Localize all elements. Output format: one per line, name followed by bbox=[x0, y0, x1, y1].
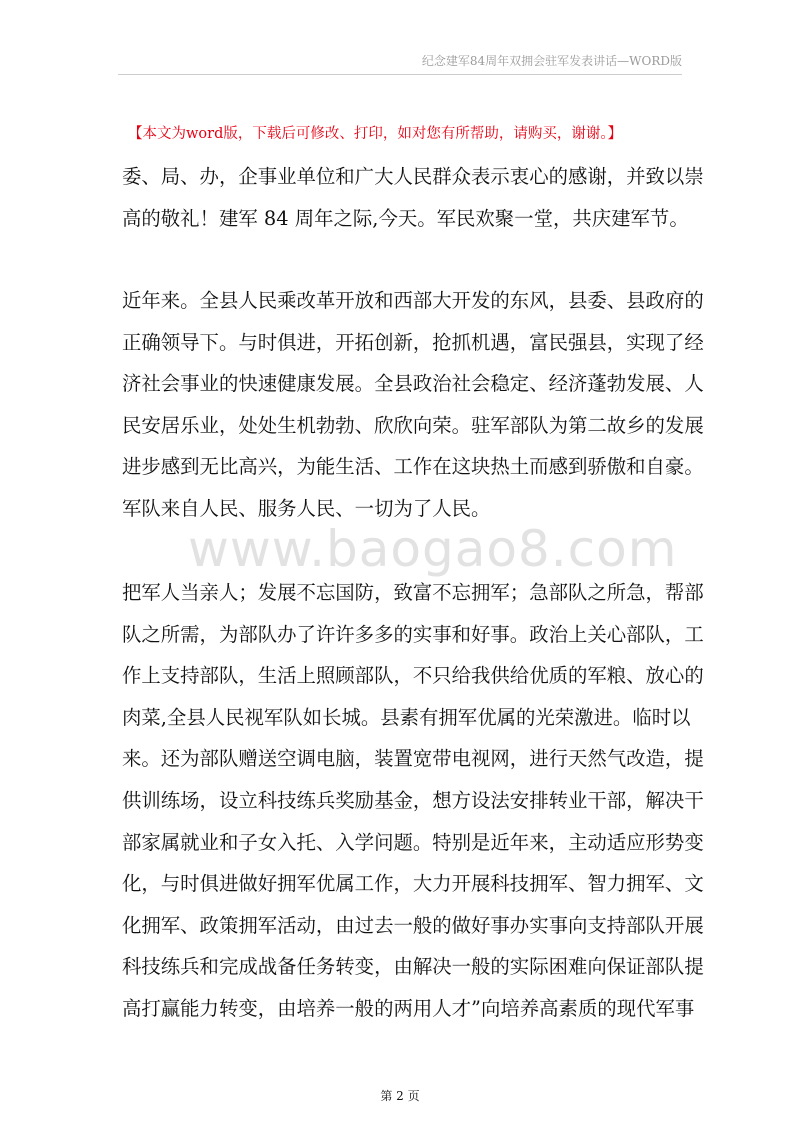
text-line: 肉菜,全县人民视军队如长城。县素有拥军优属的光荣激进。临时以 bbox=[122, 705, 691, 729]
header-divider bbox=[118, 74, 682, 75]
text-line: 委、局、办，企事业单位和广大人民群众表示衷心的感谢，并致以崇 bbox=[122, 165, 704, 188]
paragraph-1 bbox=[122, 156, 704, 239]
page-header: 纪念建军84周年双拥会驻军发表讲话—WORD版 bbox=[421, 54, 682, 68]
text-line: 高的敬礼！建军 84 周年之际,今天。军民欢聚一堂，共庆建军节。 bbox=[122, 206, 689, 230]
text-line: 军队来自人民、服务人民、一切为了人民。 bbox=[122, 496, 491, 520]
text-line: 正确领导下。与时俱进，开拓创新，抢抓机遇，富民强县，实现了经 bbox=[122, 330, 704, 354]
text-line: 近年来。全县人民乘改革开放和西部大开发的东风，县委、县政府的 bbox=[122, 289, 704, 312]
text-line: 来。还为部队赠送空调电脑，装置宽带电视网，进行天然气改造，提 bbox=[122, 747, 704, 771]
text-line: 高打赢能力转变，由培养一般的两用人才”向培养高素质的现代军事 bbox=[122, 996, 695, 1020]
download-notice: 【本文为word版，下载后可修改、打印，如对您有所帮助，请购买，谢谢。】 bbox=[128, 126, 623, 142]
text-line: 科技练兵和完成战备任务转变，由解决一般的实际困难向保证部队提 bbox=[122, 955, 704, 979]
paragraph-2 bbox=[122, 280, 704, 530]
text-line: 把军人当亲人；发展不忘国防，致富不忘拥军；急部队之所急，帮部 bbox=[122, 581, 704, 604]
text-line: 作上支持部队，生活上照顾部队，不只给我供给优质的军粮、放心的 bbox=[122, 664, 704, 688]
text-line: 队之所需，为部队办了许许多多的实事和好事。政治上关心部队，工 bbox=[122, 622, 704, 646]
text-line: 民安居乐业，处处生机勃勃、欣欣向荣。驻军部队为第二故乡的发展 bbox=[122, 413, 704, 437]
text-line: 济社会事业的快速健康发展。全县政治社会稳定、经济蓬勃发展、人 bbox=[122, 372, 704, 396]
text-line: 进步感到无比高兴，为能生活、工作在这块热土而感到骄傲和自豪。 bbox=[122, 455, 704, 479]
watermark: www.baogao8.com bbox=[188, 520, 678, 578]
paragraph-3 bbox=[122, 572, 704, 1030]
text-line: 供训练场，设立科技练兵奖励基金，想方设法安排转业干部，解决干 bbox=[122, 788, 704, 812]
text-line: 化拥军、政策拥军活动，由过去一般的做好事办实事向支持部队开展 bbox=[122, 913, 704, 937]
text-line: 化，与时俱进做好拥军优属工作，大力开展科技拥军、智力拥军、文 bbox=[122, 872, 704, 896]
text-line: 部家属就业和子女入托、入学问题。特别是近年来，主动适应形势变 bbox=[122, 830, 704, 854]
page-number: 第 2 页 bbox=[380, 1089, 420, 1103]
